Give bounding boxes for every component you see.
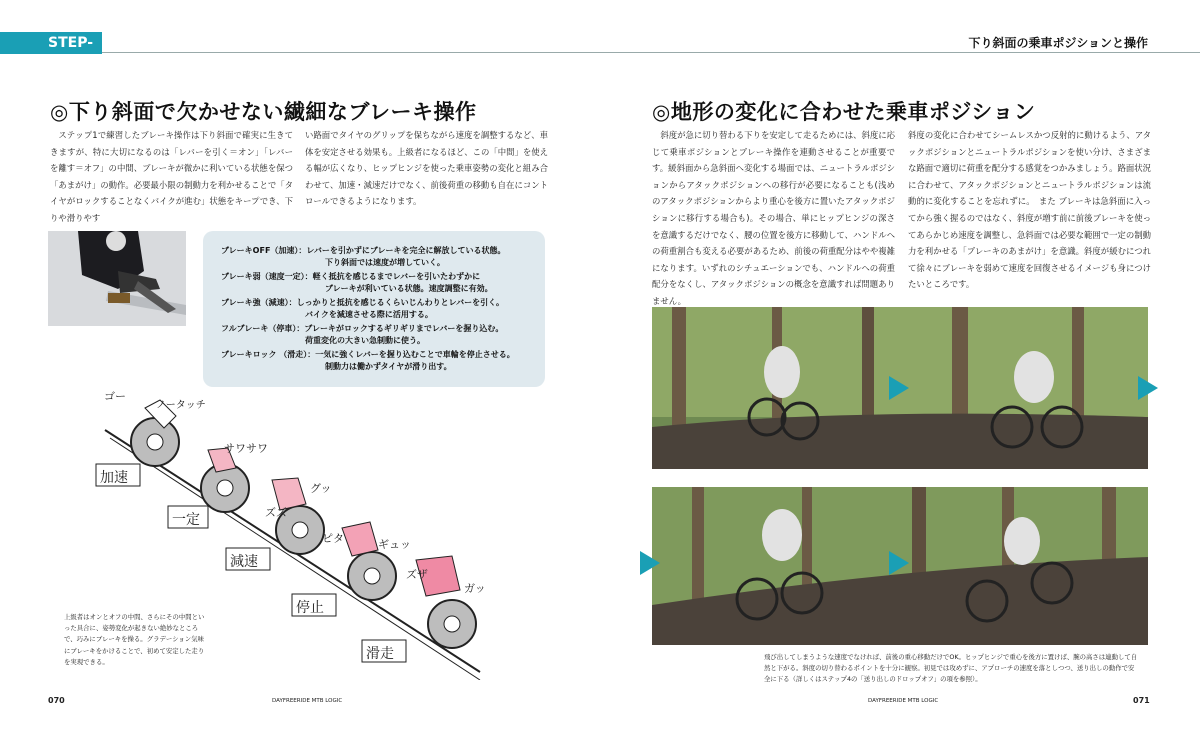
header-rule-right — [600, 52, 1200, 53]
legend-item: フルブレーキ（停車）：ブレーキがロックするギリギリまでレバーを握り込む。 荷重変化の大きい急制動に使う。 — [221, 324, 504, 345]
arrow-right-icon — [889, 376, 909, 400]
sound-effect: ギュッ — [378, 538, 411, 551]
arrow-right-icon — [640, 551, 660, 575]
right-body-col1: 斜度が急に切り替わる下りを安定して走るためには、斜度に応じて乗車ポジションとブレーキ操作を連動させることが重要です。緩斜面から急斜面へ変化する場面では、ニュートラルポジションからアタックポジションへの移行が必要になることも(浅めのアタックポジションからより重心を後方に置いたアタックポジションに移行する場合も)。その場合、単にヒップヒンジの深さを意識するだけでなく、腰の位置を後方に移動して、ハンドルへの荷重割合も変える必要があるため、前後の荷重配分はやや複雑になります。いずれのシチュエーションでも、ハンドルへの荷重配分をなくし、アタックポジションの概念を意識すれば問題ありません。 — [652, 130, 895, 306]
illustration-label: 滑走 — [366, 646, 394, 662]
sound-effect: ズズ — [265, 506, 287, 519]
arrow-right-icon — [889, 551, 909, 575]
footer-brand-right: DAYFREERIDE MTB LOGIC — [868, 698, 939, 704]
right-body-col2: 斜度の変化に合わせてシームレスかつ反射的に動けるよう、アタックポジションとニュートラルポジションを使い分け、さまざまな路面で適切に荷重を配分する感覚をつかみましょう。路面状況に合わせて、アタックポジションとニュートラルポジションは流動的に変化することを忘れずに。 また ブレーキは急斜面に入ってから強く握るのではなく、斜度が増す前に前後ブレーキを使ってあらかじめ速度を調整し、急斜面では必要な範囲で一定の制動力を利かせる「ブレーキのあまがけ」を意識。斜度が緩むにつれて徐々にブレーキを弱めて速度を回復させるイメージも身につけたいところです。 — [908, 130, 1151, 290]
legend-item: ブレーキ強（減速）：しっかりと抵抗を感じるくらいじんわりとレバーを引く。 バイクを減速させる際に活用する。 — [221, 298, 504, 319]
sound-effect: ノータッチ — [156, 400, 206, 411]
left-body-col2: い路面でタイヤのグリップを保ちながら速度を調整するなど、車体を安定させる効果も。上級者になるほど、この「中間」を使える幅が広くなり、ヒップヒンジを使った乗車姿勢の変化と組み合わせて、加速・減速だけでなく、前後荷重の移動も自在にコントロールできるようになります。 — [305, 130, 548, 207]
left-caption: 上級者はオンとオフの中間、さらにその中間といった具合に、姿勢変化が起きない絶妙なところで、巧みにブレーキを操る。グラデーション気味にブレーキをかけることで、初めて安定した走りを実現できる。 — [64, 613, 205, 666]
legend-item: ブレーキ弱（速度一定）：軽く抵抗を感じるまでレバーを引いたわずかに ブレーキが利いている状態。速度調整に有効。 — [221, 272, 493, 293]
sound-effect: ズザ — [406, 568, 428, 581]
arrow-right-icon — [1138, 376, 1158, 400]
brake-legend-box — [203, 231, 545, 387]
section-title: 下り斜面の乗車ポジションと操作 — [968, 36, 1148, 50]
sound-effect: サワサワ — [224, 442, 268, 455]
right-heading: ◎地形の変化に合わせた乗車ポジション — [652, 100, 1036, 124]
left-heading: ◎下り斜面で欠かせない繊細なブレーキ操作 — [50, 100, 477, 124]
illustration-label: 一定 — [172, 512, 200, 528]
footer-brand-left: DAYFREERIDE MTB LOGIC — [272, 698, 343, 704]
sound-effect: ゴー — [104, 390, 126, 403]
brake-lever-photo — [48, 231, 186, 326]
sound-effect: ガッ — [464, 582, 486, 595]
page-number-right: 071 — [1133, 696, 1150, 705]
legend-item: ブレーキロック （滑走）：一気に強くレバーを握り込むことで車輪を停止させる。 制動力は働かずタイヤが滑り出す。 — [221, 350, 515, 371]
sound-effect: グッ — [310, 482, 332, 495]
legend-item: ブレーキOFF（加速）：レバーを引かずにブレーキを完全に解放している状態。 下り斜面では速度が増していく。 — [221, 246, 506, 267]
page-number-left: 070 — [48, 696, 65, 705]
illustration-label: 加速 — [100, 470, 128, 486]
sound-effect: ピタ — [322, 532, 344, 545]
right-caption: 飛び出してしまうような速度でなければ、前後の重心移動だけでOK。ヒップヒンジで重心を後方に置けば、腕の高さは連動して自然と下がる。斜度の切り替わるポイントを十分に観察。初見では攻めずに、アプローチの速度を落としつつ、送り出しの動作で安全に下る（詳しくはステップ4の「送り出しのドロップオフ」の項を参照）。 — [764, 653, 1138, 684]
left-body-col1: ステップ1で練習したブレーキ操作は下り斜面で確実に生きてきますが、特に大切になるのは「レバーを引く＝オン」「レバーを離す＝オフ」の中間、ブレーキが微かに利いている状態を保つ「あまがけ」の動作。必要最小限の制動力を利かせることで「タイヤがロックすることなくバイクが進む」状態をキープでき、下りや滑りやす — [50, 130, 293, 223]
step-tab: STEP-3 — [0, 32, 102, 54]
illustration-label: 減速 — [230, 554, 258, 570]
illustration-label: 停止 — [296, 600, 324, 616]
